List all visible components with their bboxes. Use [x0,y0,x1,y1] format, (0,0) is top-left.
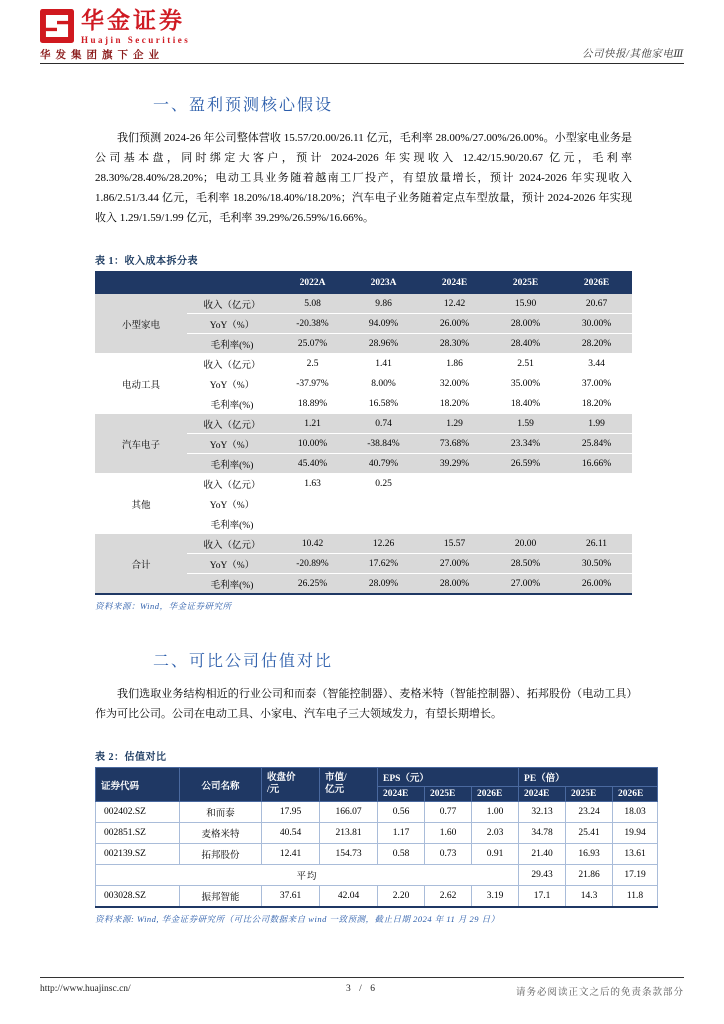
metric-label: YoY（%） [187,374,277,394]
value-cell: 2.62 [425,886,472,908]
valuation-table [95,767,658,908]
revenue-split-table [95,271,632,595]
table2-caption: 表 2：估值对比 [95,752,167,763]
value-cell: 20.00 [490,534,561,554]
table-row [95,474,632,494]
value-cell: 11.8 [613,886,658,908]
year-header: 2025E [425,787,472,802]
value-cell: 2.5 [277,354,348,374]
stock-code: 002402.SZ [96,802,180,823]
average-label: 平均 [96,865,519,886]
value-cell: 17.95 [262,802,320,823]
value-cell: 5.08 [277,294,348,314]
value-cell: 37.00% [561,374,632,394]
value-cell: 94.09% [348,314,419,334]
logo-subtitle: 华发集团旗下企业 [40,50,164,61]
value-cell [419,474,490,494]
value-cell: 9.86 [348,294,419,314]
value-cell: 0.77 [425,802,472,823]
value-cell: 18.20% [561,394,632,414]
value-cell: 26.25% [277,574,348,595]
value-cell: 28.20% [561,334,632,354]
value-cell: 25.07% [277,334,348,354]
value-cell [419,494,490,514]
section2-paragraph: 我们选取业务结构相近的行业公司和而泰（智能控制器）、麦格米特（智能控制器）、拓邦股份（电动工具）作为可比公司。公司在电动工具、小家电、汽车电子三大领域发力，有望长期增长。 [95,688,632,720]
value-cell: 8.00% [348,374,419,394]
value-cell: 0.25 [348,474,419,494]
year-header: 2026E [472,787,519,802]
value-cell: 0.91 [472,844,519,865]
metric-label: 毛利率(%) [187,454,277,474]
value-cell: 28.40% [490,334,561,354]
stock-code: 003028.SZ [96,886,180,908]
value-cell: 1.00 [472,802,519,823]
year-header: 2025E [566,787,613,802]
value-cell: 1.59 [490,414,561,434]
metric-label: 收入（亿元） [187,534,277,554]
section2-title: 二、可比公司估值对比 [153,653,334,670]
empty-header [187,271,277,294]
table2-source: 资料来源: Wind, 华金证券研究所（可比公司数据来自 wind 一致预测，截止日期 2024 年 11 月 29 日） [95,914,500,924]
website-link[interactable]: http://www.huajinsc.cn/ [40,984,131,994]
table-row [95,354,632,374]
value-cell: 154.73 [320,844,378,865]
value-cell [490,474,561,494]
value-cell: 0.58 [378,844,425,865]
value-cell: 15.90 [490,294,561,314]
value-cell: 40.54 [262,823,320,844]
value-cell: 16.58% [348,394,419,414]
value-cell: 18.89% [277,394,348,414]
metric-label: 毛利率(%) [187,394,277,414]
value-cell: 1.17 [378,823,425,844]
metric-label: YoY（%） [187,554,277,574]
value-cell: 1.99 [561,414,632,434]
column-header-text: 市值/ [325,772,347,783]
value-cell: 1.41 [348,354,419,374]
table1-caption: 表 1：收入成本拆分表 [95,256,198,267]
value-cell: 25.41 [566,823,613,844]
value-cell: 30.00% [561,314,632,334]
header-row [95,271,632,294]
value-cell [348,514,419,534]
year-header: 2026E [561,271,632,294]
logo-name-cn: 华金证券 [81,8,185,33]
value-cell: 29.43 [519,865,566,886]
value-cell: 1.60 [425,823,472,844]
value-cell [490,494,561,514]
year-header: 2026E [613,787,658,802]
group-name: 汽车电子 [95,414,187,474]
value-cell: 28.00% [419,574,490,595]
column-header-price [262,768,320,802]
value-cell [419,514,490,534]
huajin-logo-icon [40,9,74,43]
value-cell: 28.09% [348,574,419,595]
company-name: 振邦智能 [180,886,262,908]
logo-text [81,9,190,45]
value-cell: 1.63 [277,474,348,494]
value-cell [277,494,348,514]
average-row [96,865,658,886]
stock-code: 002851.SZ [96,823,180,844]
page-number: 3 / 6 [346,984,378,994]
value-cell: 10.00% [277,434,348,454]
value-cell: 13.61 [613,844,658,865]
column-header-mcap [320,768,378,802]
metric-label: 收入（亿元） [187,474,277,494]
value-cell: 166.07 [320,802,378,823]
metric-label: 毛利率(%) [187,574,277,595]
value-cell: -38.84% [348,434,419,454]
column-group-eps: EPS（元） [378,768,519,787]
value-cell: 28.00% [490,314,561,334]
metric-label: YoY（%） [187,314,277,334]
disclaimer-text: 请务必阅读正文之后的免责条款部分 [515,988,684,998]
value-cell: 18.40% [490,394,561,414]
value-cell: 2.20 [378,886,425,908]
year-header: 2022A [277,271,348,294]
year-header: 2023A [348,271,419,294]
value-cell: 32.13 [519,802,566,823]
report-type-label: 公司快报/其他家电Ⅲ [581,49,684,60]
value-cell: 0.56 [378,802,425,823]
value-cell: -20.38% [277,314,348,334]
table-row [95,534,632,554]
logo-name-en: Huajin Securities [81,35,191,46]
metric-label: 毛利率(%) [187,334,277,354]
value-cell: 35.00% [490,374,561,394]
value-cell: 28.96% [348,334,419,354]
header-divider [40,63,684,64]
value-cell: 23.24 [566,802,613,823]
column-header-text: 亿元 [325,784,345,795]
table-row [95,294,632,314]
value-cell: 26.00% [561,574,632,595]
value-cell: 12.26 [348,534,419,554]
table-row [96,823,658,844]
value-cell: 12.41 [262,844,320,865]
year-header: 2025E [490,271,561,294]
value-cell [277,514,348,534]
group-name: 合计 [95,534,187,595]
value-cell: 21.86 [566,865,613,886]
table-row [96,844,658,865]
company-name: 麦格米特 [180,823,262,844]
value-cell: 16.93 [566,844,613,865]
value-cell: 0.74 [348,414,419,434]
value-cell: 1.21 [277,414,348,434]
value-cell: 213.81 [320,823,378,844]
page-footer [40,977,684,998]
value-cell: 42.04 [320,886,378,908]
value-cell: 27.00% [419,554,490,574]
value-cell: 17.19 [613,865,658,886]
value-cell: 40.79% [348,454,419,474]
subject-company-row [96,886,658,908]
value-cell: 10.42 [277,534,348,554]
value-cell: 0.73 [425,844,472,865]
header-logo [40,9,190,45]
value-cell: 23.34% [490,434,561,454]
group-name: 小型家电 [95,294,187,354]
value-cell: 45.40% [277,454,348,474]
value-cell: 25.84% [561,434,632,454]
value-cell: 3.19 [472,886,519,908]
value-cell [561,474,632,494]
value-cell: 19.94 [613,823,658,844]
company-name: 和而泰 [180,802,262,823]
header-row [96,768,658,787]
value-cell [561,514,632,534]
value-cell: 1.29 [419,414,490,434]
value-cell: 18.03 [613,802,658,823]
value-cell: 26.11 [561,534,632,554]
value-cell: 27.00% [490,574,561,595]
value-cell: 21.40 [519,844,566,865]
value-cell: -37.97% [277,374,348,394]
year-header: 2024E [419,271,490,294]
value-cell: 14.3 [566,886,613,908]
column-header-text: 收盘价 [267,772,296,783]
value-cell: 18.20% [419,394,490,414]
stock-code: 002139.SZ [96,844,180,865]
value-cell: 32.00% [419,374,490,394]
value-cell: 20.67 [561,294,632,314]
column-header-code: 证券代码 [96,768,180,802]
value-cell: 2.51 [490,354,561,374]
value-cell: 26.00% [419,314,490,334]
metric-label: 收入（亿元） [187,354,277,374]
value-cell: 16.66% [561,454,632,474]
value-cell: 73.68% [419,434,490,454]
section1-title: 一、盈利预测核心假设 [153,97,334,114]
value-cell: 15.57 [419,534,490,554]
section1-paragraph: 我们预测 2024-26 年公司整体营收 15.57/20.00/26.11 亿元，毛利率 28.00%/27.00%/26.00%。小型家电业务是公司基本盘，同时绑定大客户，预计 2024-2026 年实现收入 12.42/15.90/20.67 亿元，毛利率 28.30%/28.40%/28.20%；电动工具业务随着越南工厂投产，有望放量增长，预计 2024-2026 年实现收入 1.86/2.51/3.44 亿元，毛利率 18.20%/18.40%/18.20%；汽车电子业务随着定点车型放量，预计 2024-2026 年实现收入 1.29/1.59/1.99 亿元，毛利率 39.29%/26.59%/16.66%。 [95,132,632,224]
table1-source: 资料来源：Wind，华金证券研究所 [95,601,232,611]
value-cell: 3.44 [561,354,632,374]
value-cell: 17.1 [519,886,566,908]
value-cell: -20.89% [277,554,348,574]
group-name: 电动工具 [95,354,187,414]
column-header-text: /元 [267,784,280,795]
metric-label: 收入（亿元） [187,294,277,314]
column-header-name: 公司名称 [180,768,262,802]
value-cell [490,514,561,534]
metric-label: YoY（%） [187,434,277,454]
year-header: 2024E [519,787,566,802]
report-body [95,78,646,925]
value-cell: 12.42 [419,294,490,314]
value-cell: 17.62% [348,554,419,574]
empty-header [95,271,187,294]
value-cell: 37.61 [262,886,320,908]
value-cell: 39.29% [419,454,490,474]
table-row [95,414,632,434]
metric-label: 毛利率(%) [187,514,277,534]
value-cell: 30.50% [561,554,632,574]
value-cell: 1.86 [419,354,490,374]
value-cell [348,494,419,514]
group-name: 其他 [95,474,187,534]
column-group-pe: PE（倍） [519,768,658,787]
value-cell: 2.03 [472,823,519,844]
metric-label: YoY（%） [187,494,277,514]
value-cell: 28.50% [490,554,561,574]
company-name: 拓邦股份 [180,844,262,865]
value-cell [561,494,632,514]
metric-label: 收入（亿元） [187,414,277,434]
year-header: 2024E [378,787,425,802]
value-cell: 34.78 [519,823,566,844]
value-cell: 26.59% [490,454,561,474]
table-row [96,802,658,823]
value-cell: 28.30% [419,334,490,354]
